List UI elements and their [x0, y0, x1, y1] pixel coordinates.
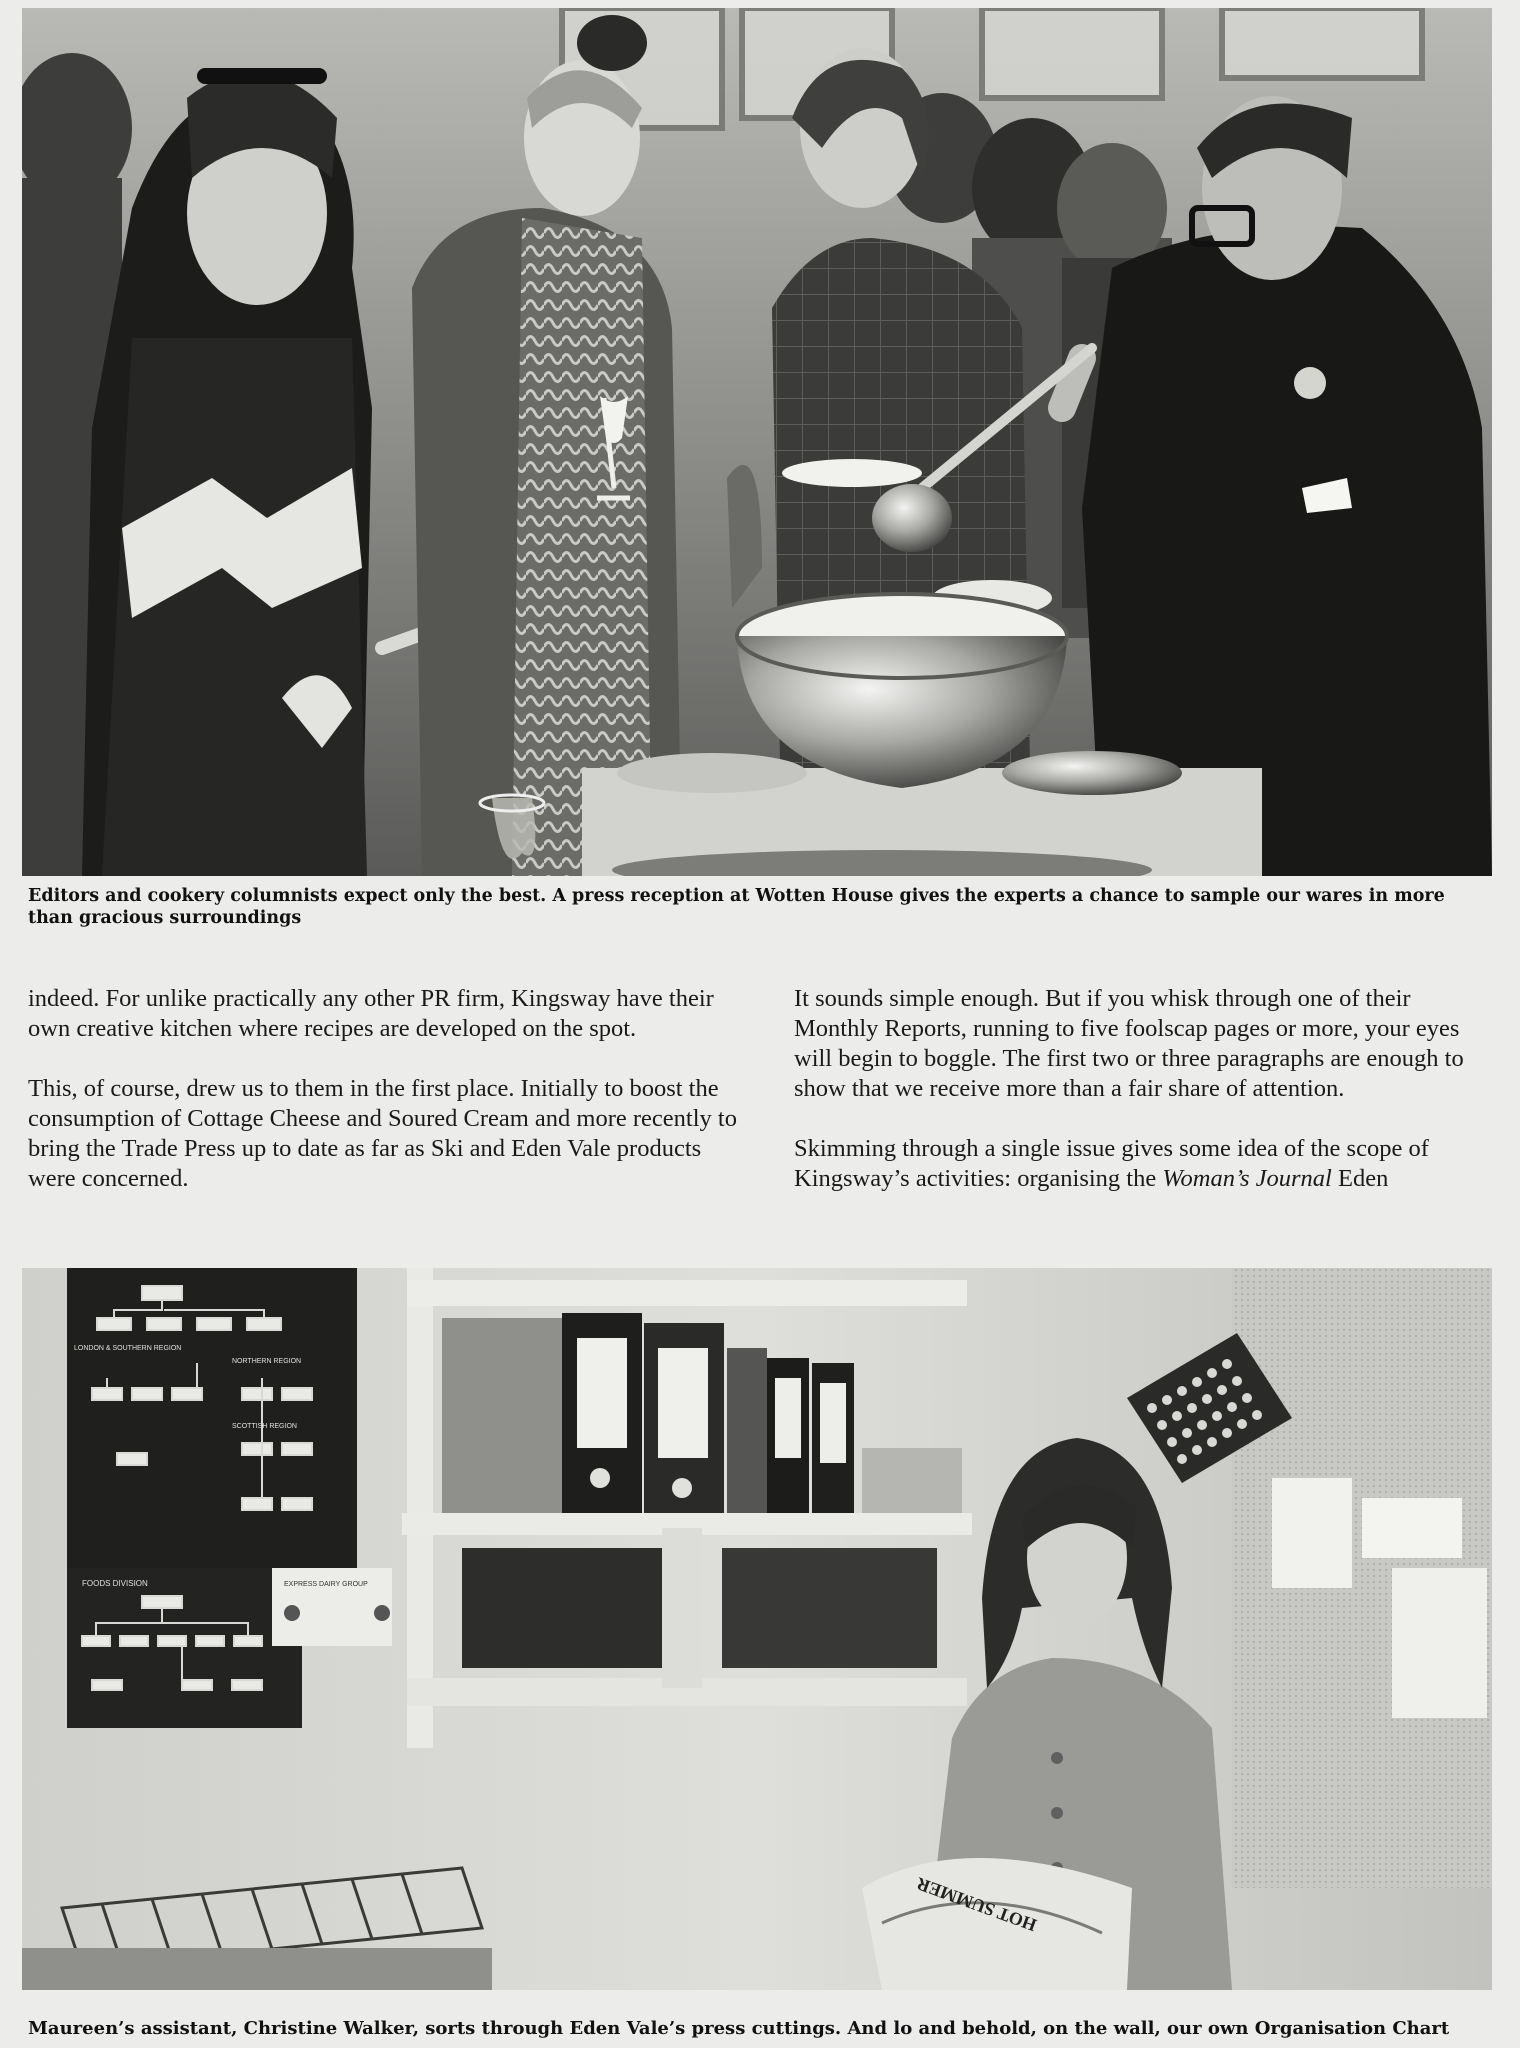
article-column-right	[794, 984, 1494, 1224]
top-photo-caption: Editors and cookery columnists expect only the best. A press reception at Wotten House gives the experts a chance to sample our wares in more than gracious surroundings	[28, 886, 1445, 928]
chart-section-label: LONDON & SOUTHERN REGION	[74, 1345, 182, 1352]
article-paragraph: indeed. For unlike practically any other PR firm, Kingsway have their own creative kitchen where recipes are developed on the spot.	[28, 985, 714, 1042]
chart-section-label: NORTHERN REGION	[232, 1358, 302, 1365]
text-run: Skimming through a single issue gives some idea of the scope of Kingsway’s activities: organising the	[794, 1135, 1429, 1192]
article-paragraph: It sounds simple enough. But if you whisk through one of their Monthly Reports, running to five foolscap pages or more, your eyes will begin to boggle. The first two or three paragraphs are enough to show that we receive more than a fair share of attention.	[794, 985, 1464, 1102]
newspaper-headline: HOT SUMMER	[913, 1873, 1040, 1936]
chart-section-label: SCOTTISH REGION	[232, 1423, 297, 1430]
press-reception-illustration	[22, 8, 1492, 876]
chart-section-label: EXPRESS DAIRY GROUP	[284, 1581, 368, 1588]
publication-title: Woman’s Journal	[1162, 1165, 1332, 1192]
chart-section-label: FOODS DIVISION	[82, 1579, 148, 1588]
press-reception-photo	[22, 8, 1492, 876]
article-column-left	[28, 984, 738, 1224]
office-illustration	[22, 1268, 1492, 1990]
bottom-photo-caption: Maureen’s assistant, Christine Walker, sorts through Eden Vale’s press cuttings. And lo and behold, on the wall, our own Organisation Chart	[28, 2018, 1450, 2039]
article-paragraph	[794, 1134, 1494, 1194]
text-run: Eden	[1331, 1165, 1389, 1192]
article-paragraph: This, of course, drew us to them in the first place. Initially to boost the consumption of Cottage Cheese and Soured Cream and more recently to bring the Trade Press up to date as far as Ski and Eden Vale products were concerned.	[28, 1075, 737, 1192]
office-photo	[22, 1268, 1492, 1990]
newspaper	[862, 1858, 1132, 1990]
